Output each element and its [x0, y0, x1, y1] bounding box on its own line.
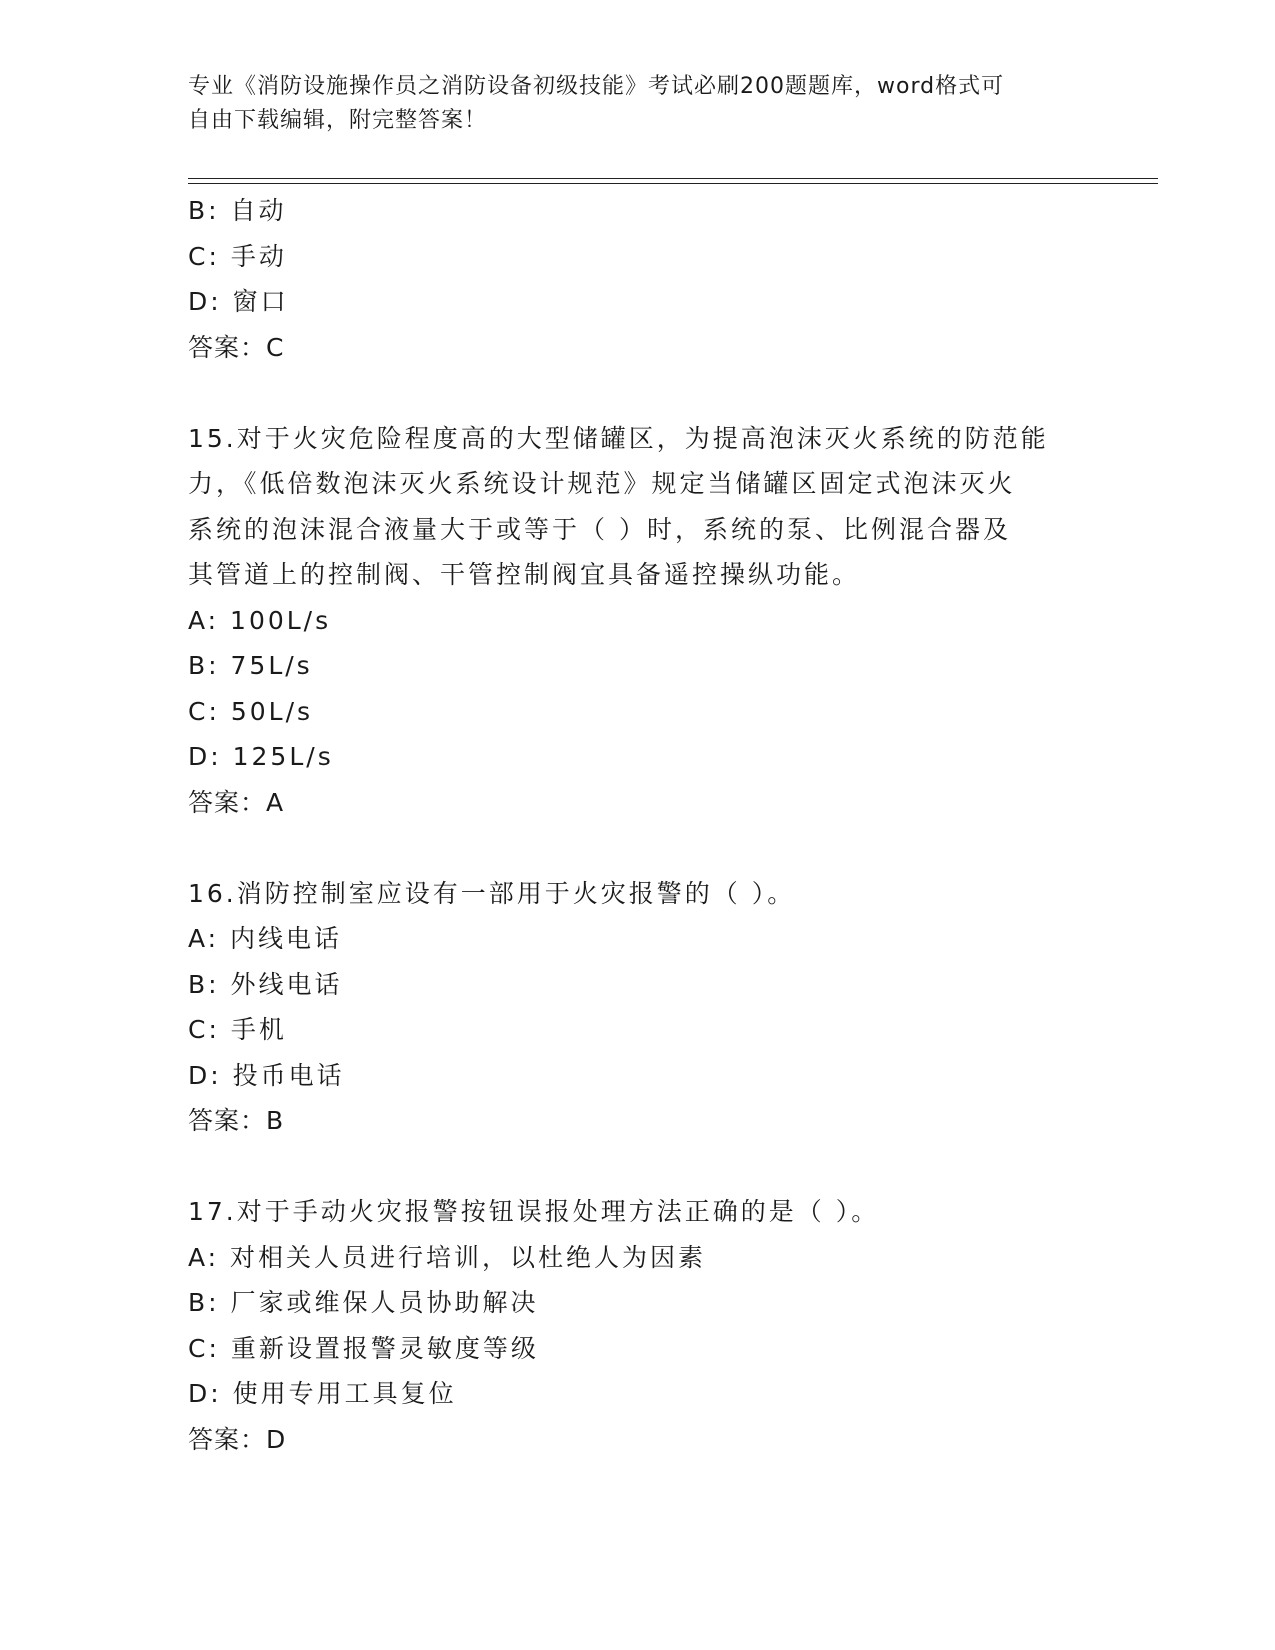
spacer [188, 1144, 1088, 1190]
option-d: D: 使用专用工具复位 [188, 1379, 457, 1408]
answer-line: 答案：D [188, 1424, 287, 1454]
header-divider [188, 178, 1158, 184]
document-header [188, 70, 1068, 138]
header-title-line-1: 专业《消防设施操作员之消防设备初级技能》考试必刷200题题库，word格式可 [188, 74, 1005, 99]
question-17 [188, 1189, 1088, 1462]
question-stem-line: 17.对于手动火灾报警按钮误报处理方法正确的是（ ）。 [188, 1197, 880, 1226]
option-c: C: 重新设置报警灵敏度等级 [188, 1333, 539, 1363]
answer-line: 答案：B [188, 1106, 285, 1135]
option-c: C: 手机 [188, 1015, 287, 1044]
answer-line: 答案：C [188, 332, 285, 362]
option-c: C: 手动 [188, 241, 287, 271]
option-a: A: 对相关人员进行培训，以杜绝人为因素 [188, 1242, 707, 1272]
option-d: D: 投币电话 [188, 1060, 345, 1090]
answer-line: 答案：A [188, 787, 285, 817]
question-stem-line: 系统的泡沫混合液量大于或等于（ ）时，系统的泵、比例混合器及 [188, 514, 1011, 544]
option-d: D: 窗口 [188, 287, 289, 316]
spacer [188, 825, 1088, 871]
question-16 [188, 871, 1088, 1144]
option-d: D: 125L/s [188, 742, 334, 771]
option-b: B: 厂家或维保人员协助解决 [188, 1288, 539, 1317]
header-title-line-2: 自由下载编辑，附完整答案！ [188, 108, 488, 133]
option-b: B: 自动 [188, 196, 287, 225]
question-14-continued [188, 188, 1088, 370]
question-stem-line: 16.消防控制室应设有一部用于火灾报警的（ ）。 [188, 878, 796, 908]
question-15 [188, 416, 1088, 826]
option-b: B: 75L/s [188, 651, 313, 680]
question-stem-line: 15.对于火灾危险程度高的大型储罐区，为提高泡沫灭火系统的防范能 [188, 423, 1049, 453]
option-a: A: 100L/s [188, 605, 332, 635]
option-c: C: 50L/s [188, 696, 314, 726]
question-stem-line: 力，《低倍数泡沫灭火系统设计规范》规定当储罐区固定式泡沫灭火 [188, 469, 1016, 498]
question-stem-line: 其管道上的控制阀、干管控制阀宜具备遥控操纵功能。 [188, 560, 861, 589]
question-list [188, 188, 1088, 1462]
option-a: A: 内线电话 [188, 924, 343, 953]
spacer [188, 370, 1088, 416]
option-b: B: 外线电话 [188, 969, 343, 999]
